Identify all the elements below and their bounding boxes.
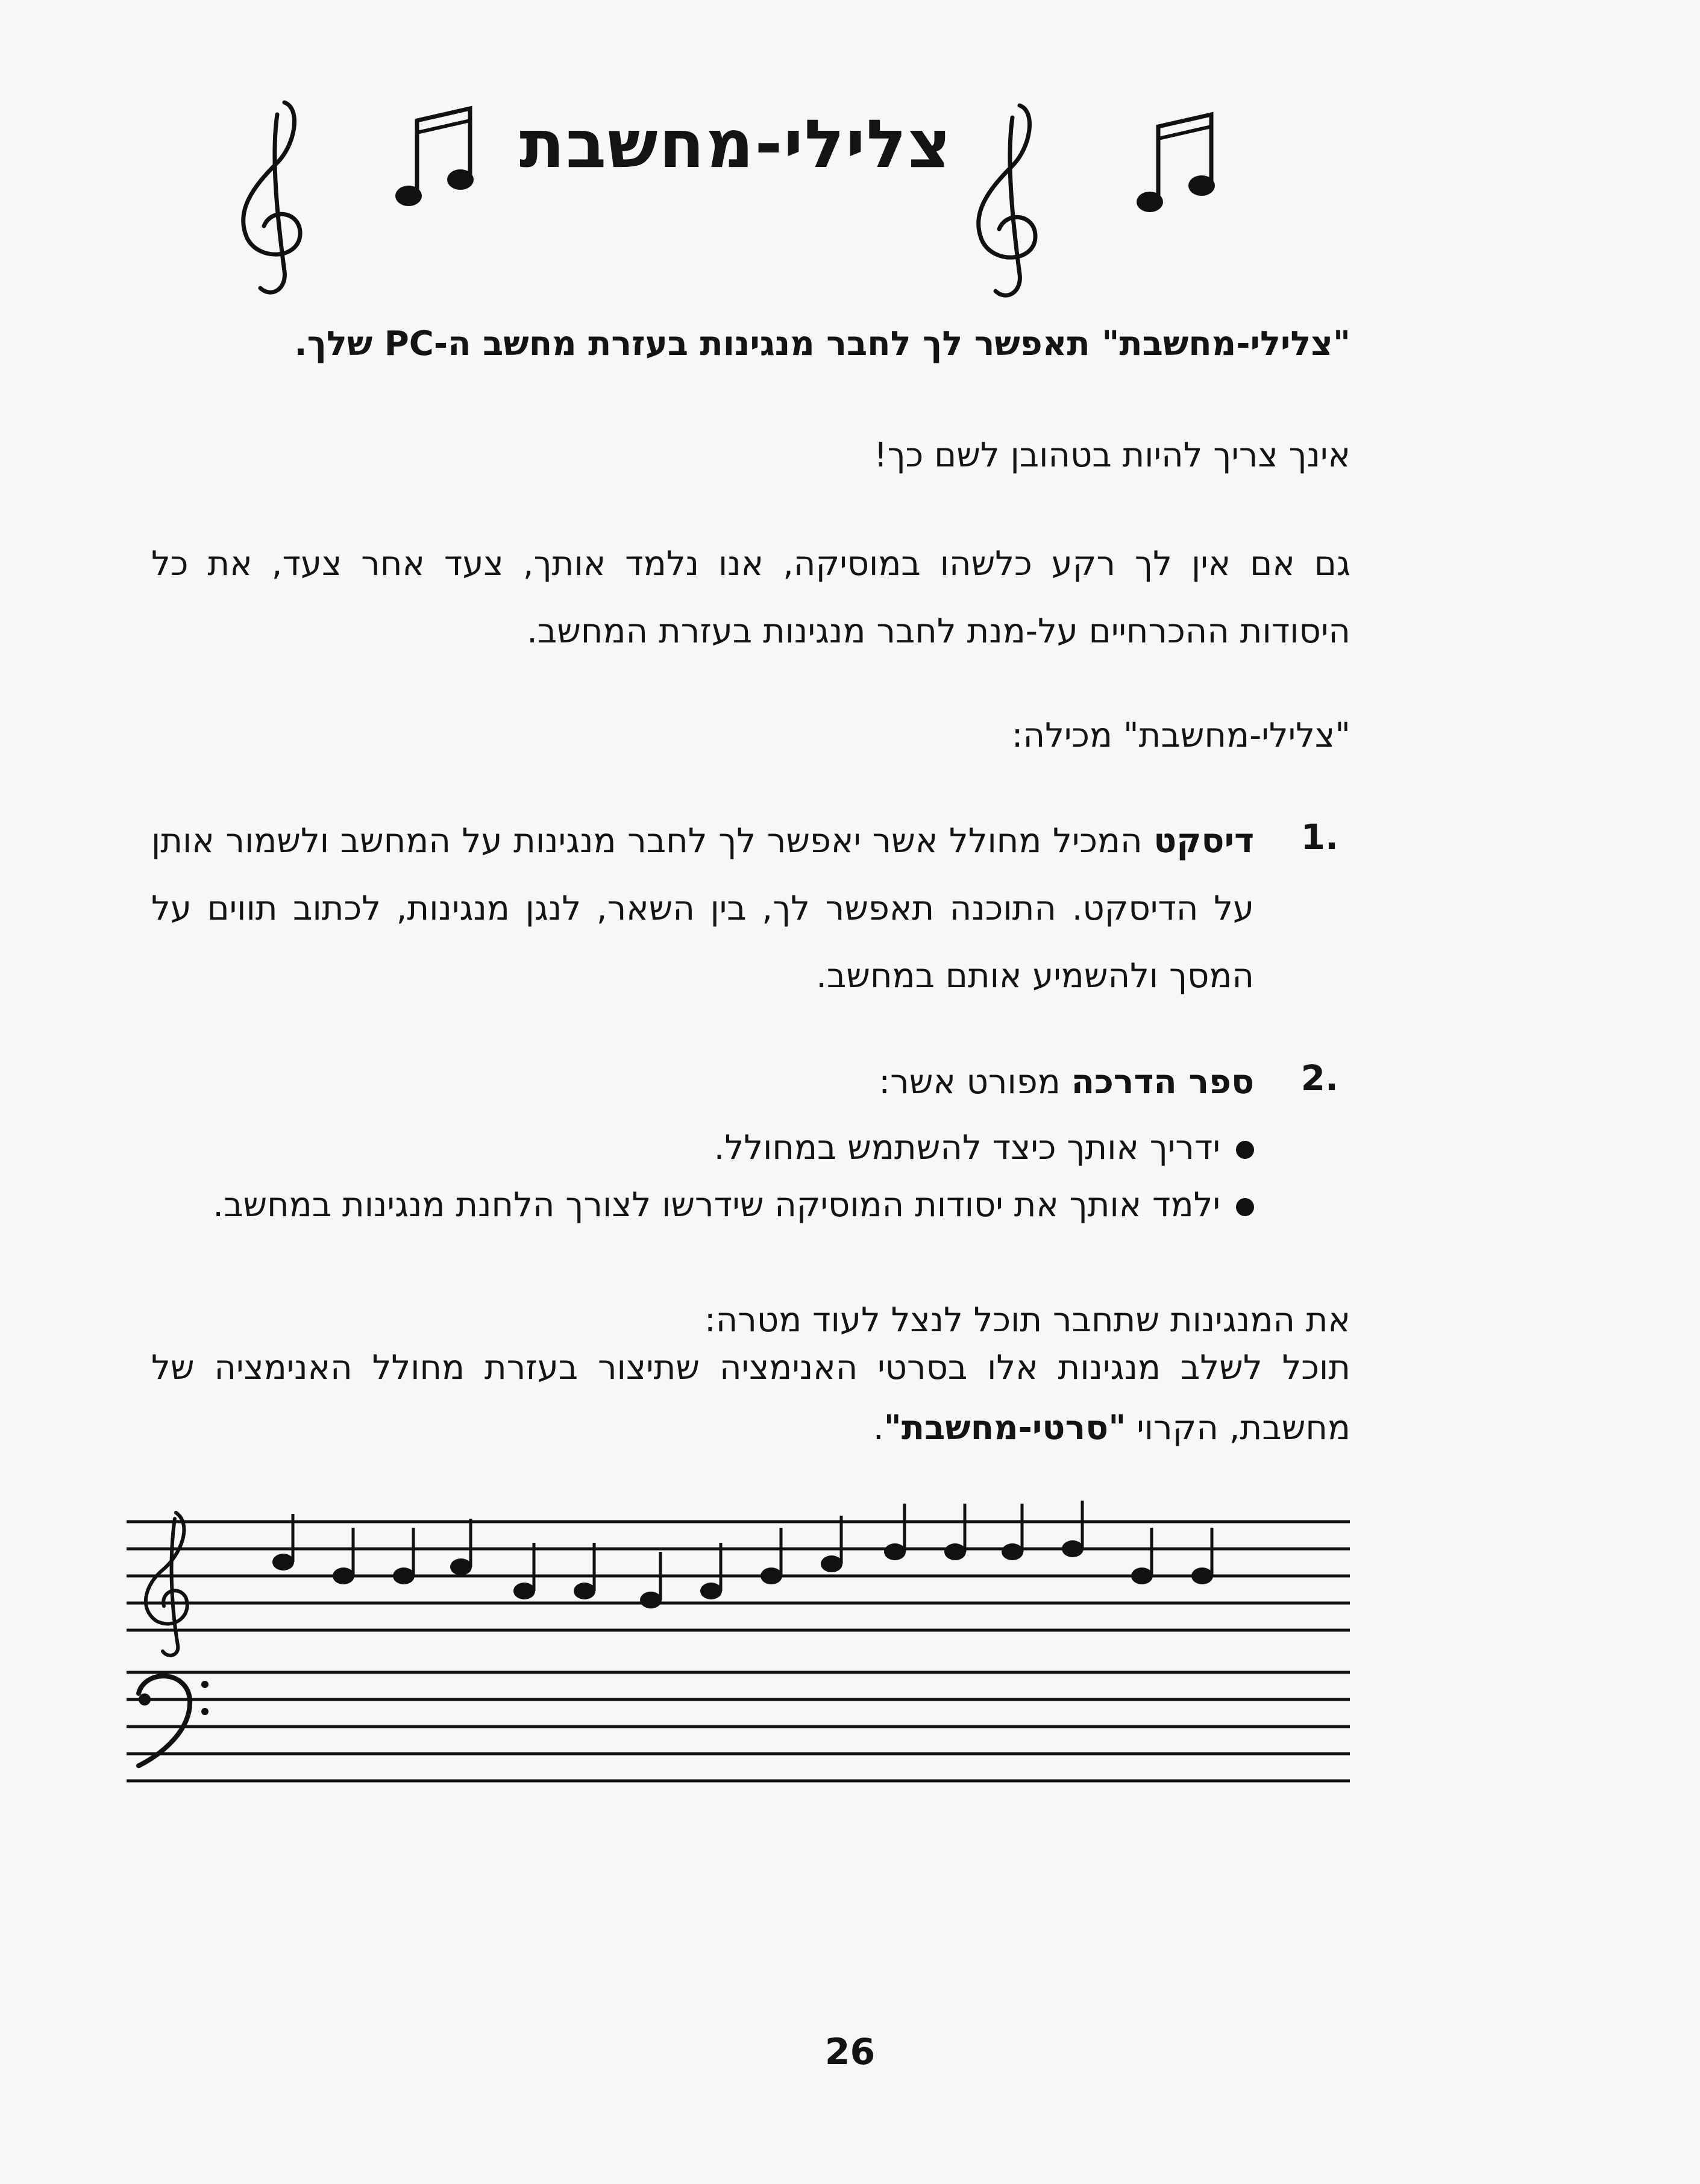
outro-line-1: את המנגינות שתחבר תוכל לנצל לעוד מטרה: (704, 1301, 1350, 1340)
item-1-text (151, 808, 1254, 1010)
staff-notes (272, 1501, 1213, 1608)
note-head (700, 1583, 722, 1599)
note-head (513, 1583, 535, 1599)
bullet-item-1 (169, 1121, 1254, 1175)
grand-staff-illustration (121, 1501, 1356, 1784)
bullet-item-2 (169, 1178, 1254, 1232)
item-2-text (169, 1049, 1254, 1116)
note-head (450, 1558, 472, 1575)
bullet-text-2: ילמד אותך את יסודות המוסיקה שידרשו לצורך הלחנת מנגינות במחשב. (213, 1185, 1220, 1225)
note-head (574, 1583, 595, 1599)
music-notes-icon-right (1127, 108, 1223, 229)
item-2-bold-term: ספר הדרכה (1071, 1062, 1254, 1102)
page-title: צלילי-מחשבת (519, 105, 952, 183)
bullet-icon (1236, 1198, 1254, 1216)
treble-clef-icon-right (964, 99, 1049, 307)
item-2-number: 2. (1300, 1058, 1338, 1099)
outro-bold-title: "סרטי-מחשבת" (883, 1408, 1126, 1448)
note-head (393, 1567, 415, 1584)
outro-paragraph-start: תוכל לשלב מנגינות אלו בסרטי האנימציה שתיצור בעזרת מחולל האנימציה של מחשבת, הקרוי (151, 1348, 1350, 1448)
outro-paragraph-end: . (873, 1408, 884, 1448)
intro-line-1: "צלילי-מחשבת" תאפשר לך לחבר מנגינות בעזרת מחשב ה-PC שלך. (294, 324, 1350, 363)
note-head (761, 1567, 782, 1584)
note-head (272, 1554, 294, 1571)
note-head (1062, 1540, 1084, 1557)
item-2-description: מפורט אשר: (879, 1062, 1071, 1102)
bullet-icon (1236, 1141, 1254, 1159)
note-head (1191, 1567, 1213, 1584)
intro-line-2: אינך צריך להיות בטהובן לשם כך! (874, 436, 1350, 475)
page-number: 26 (824, 2031, 876, 2073)
note-head (1002, 1543, 1023, 1560)
note-head (884, 1543, 906, 1560)
note-head (944, 1543, 966, 1560)
note-head (333, 1567, 354, 1584)
music-notes-icon-left (386, 102, 482, 223)
contains-label: "צלילי-מחשבת" מכילה: (1011, 716, 1350, 755)
bullet-text-1: ידריך אותך כיצד להשתמש במחולל. (714, 1128, 1220, 1167)
note-head (821, 1555, 842, 1572)
note-head (640, 1592, 662, 1608)
item-1-description: המכיל מחולל אשר יאפשר לך לחבר מנגינות על המחשב ולשמור אותן על הדיסקט. התוכנה תאפשר לך, בין השאר, לנגן מנגינות, לכתוב תווים על המסך ולהשמיע אותם במחשב. (151, 821, 1254, 996)
note-head (1131, 1567, 1153, 1584)
item-1-bold-term: דיסקט (1153, 821, 1254, 861)
treble-clef-icon-left (229, 96, 313, 304)
item-1-number: 1. (1300, 817, 1338, 858)
outro-paragraph (151, 1338, 1350, 1458)
intro-paragraph: גם אם אין לך רקע כלשהו במוסיקה, אנו נלמד אותך, צעד אחר צעד, את כל היסודות ההכרחיים על-מנת לחבר מנגינות בעזרת המחשב. (151, 544, 1350, 651)
